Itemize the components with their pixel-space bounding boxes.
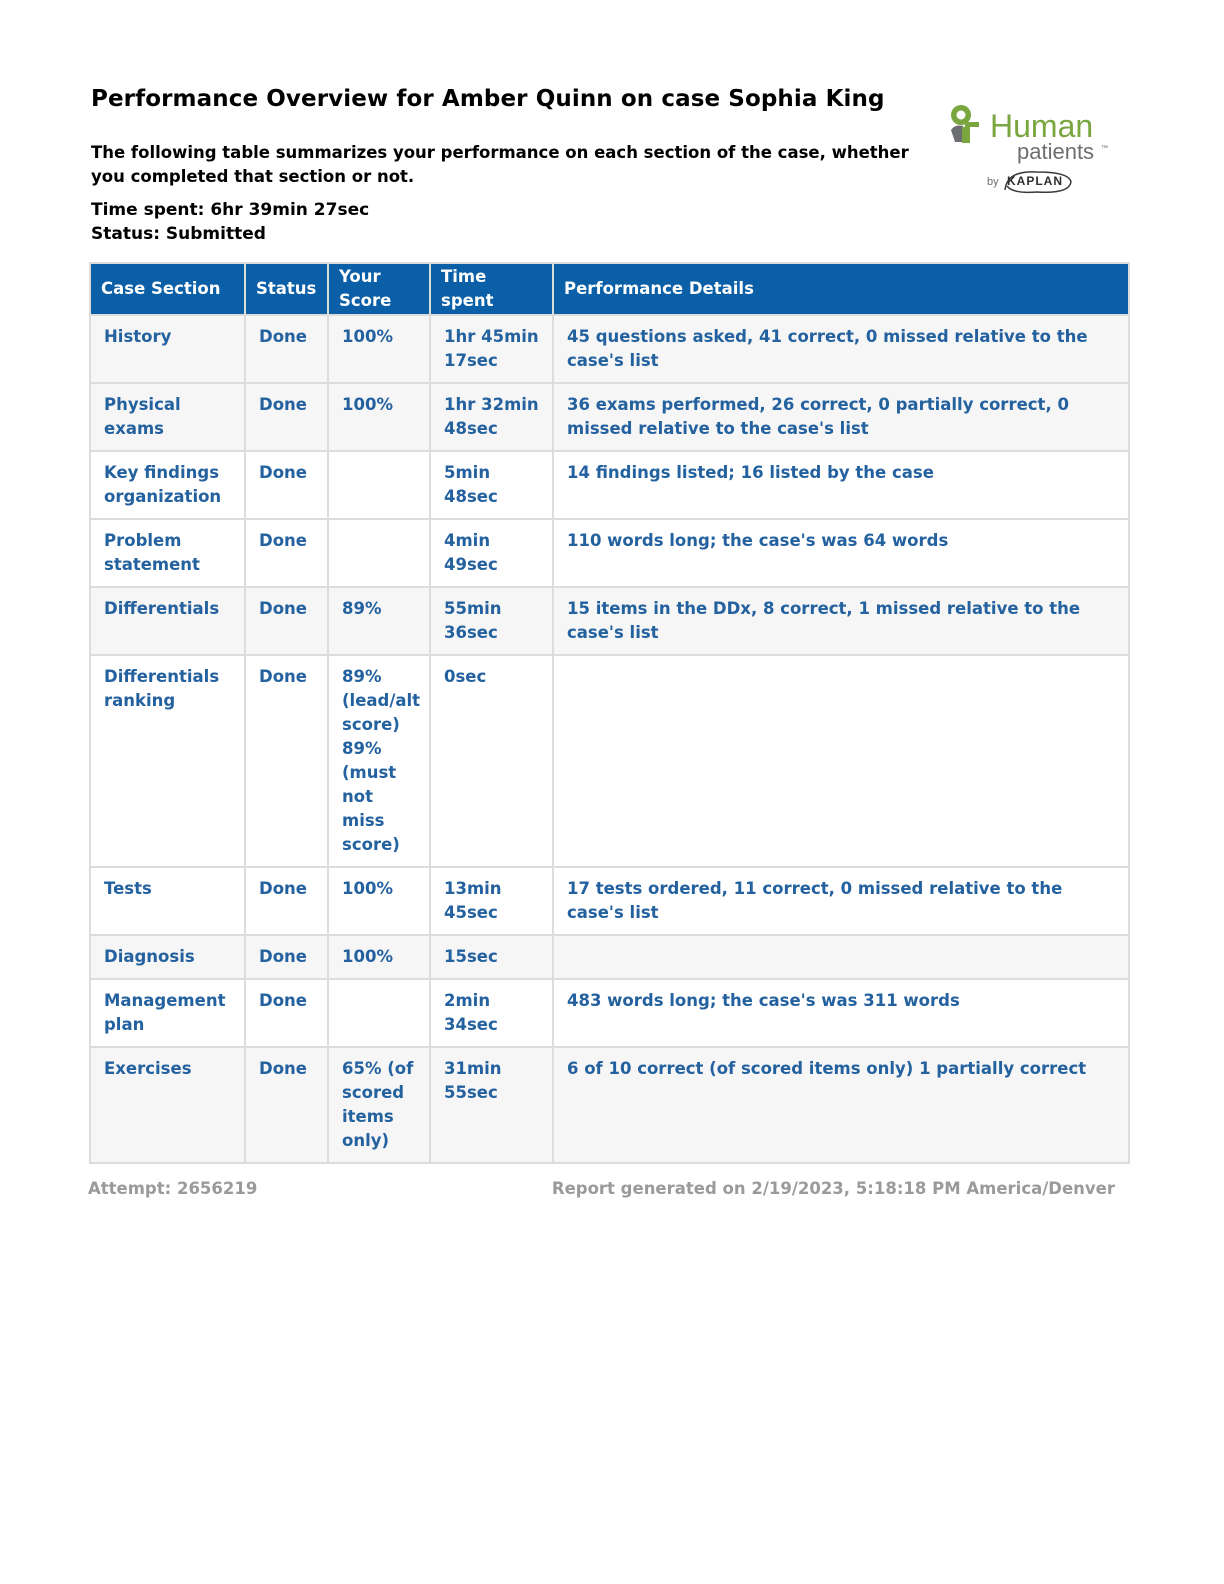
cell-section: Problem statement xyxy=(90,519,245,587)
table-header-row xyxy=(90,263,1129,315)
cell-section: Exercises xyxy=(90,1047,245,1163)
performance-table xyxy=(89,262,1130,1164)
cell-score: 100% xyxy=(328,315,430,383)
cell-details: 6 of 10 correct (of scored items only) 1 partially correct xyxy=(553,1047,1129,1163)
cell-time: 13min 45sec xyxy=(430,867,553,935)
cell-score xyxy=(328,979,430,1047)
cell-details: 17 tests ordered, 11 correct, 0 missed relative to the case's list xyxy=(553,867,1129,935)
cell-section: Tests xyxy=(90,867,245,935)
cell-status: Done xyxy=(245,315,328,383)
cell-section: Management plan xyxy=(90,979,245,1047)
cell-status: Done xyxy=(245,655,328,867)
cell-section: Diagnosis xyxy=(90,935,245,979)
page-title: Performance Overview for Amber Quinn on case Sophia King xyxy=(91,86,885,112)
column-header-your-score: Your Score xyxy=(328,263,430,315)
table-row xyxy=(90,655,1129,867)
cell-details xyxy=(553,935,1129,979)
column-header-performance-details: Performance Details xyxy=(553,263,1129,315)
table-row xyxy=(90,383,1129,451)
cell-score: 100% xyxy=(328,383,430,451)
cell-status: Done xyxy=(245,451,328,519)
logo-brand-text: Human xyxy=(990,108,1094,144)
cell-time: 31min 55sec xyxy=(430,1047,553,1163)
column-header-time-spent: Time spent xyxy=(430,263,553,315)
cell-score: 89% xyxy=(328,587,430,655)
table-row xyxy=(90,1047,1129,1163)
cell-time: 1hr 45min 17sec xyxy=(430,315,553,383)
case-meta xyxy=(91,198,369,246)
submission-status: Status: Submitted xyxy=(91,224,266,244)
logo-tm-text: ™ xyxy=(1101,145,1108,152)
cell-time: 55min 36sec xyxy=(430,587,553,655)
cell-time: 1hr 32min 48sec xyxy=(430,383,553,451)
cell-score: 100% xyxy=(328,935,430,979)
cell-details: 45 questions asked, 41 correct, 0 missed relative to the case's list xyxy=(553,315,1129,383)
cell-time: 4min 49sec xyxy=(430,519,553,587)
table-row xyxy=(90,315,1129,383)
table-row xyxy=(90,587,1129,655)
cell-status: Done xyxy=(245,935,328,979)
cell-status: Done xyxy=(245,383,328,451)
time-spent-total: Time spent: 6hr 39min 27sec xyxy=(91,200,370,220)
cell-section: Physical exams xyxy=(90,383,245,451)
table-row xyxy=(90,979,1129,1047)
column-header-status: Status xyxy=(245,263,328,315)
table-row xyxy=(90,935,1129,979)
intro-text: The following table summarizes your performance on each section of the case, whether you completed that section or not. xyxy=(91,143,909,186)
cell-details: 15 items in the DDx, 8 correct, 1 missed relative to the case's list xyxy=(553,587,1129,655)
column-header-case-section: Case Section xyxy=(90,263,245,315)
cell-score: 100% xyxy=(328,867,430,935)
cell-status: Done xyxy=(245,587,328,655)
cell-time: 5min 48sec xyxy=(430,451,553,519)
cell-details xyxy=(553,655,1129,867)
cell-time: 0sec xyxy=(430,655,553,867)
cell-status: Done xyxy=(245,867,328,935)
logo-by-text: by xyxy=(987,176,999,188)
ihuman-patients-logo xyxy=(945,102,1115,202)
report-generated-timestamp: Report generated on 2/19/2023, 5:18:18 PM America/Denver xyxy=(551,1179,1115,1198)
cell-details: 110 words long; the case's was 64 words xyxy=(553,519,1129,587)
cell-details: 14 findings listed; 16 listed by the case xyxy=(553,451,1129,519)
table-row xyxy=(90,519,1129,587)
cell-section: Differentials xyxy=(90,587,245,655)
cell-details: 36 exams performed, 26 correct, 0 partially correct, 0 missed relative to the case's list xyxy=(553,383,1129,451)
cell-status: Done xyxy=(245,519,328,587)
table-row xyxy=(90,451,1129,519)
cell-status: Done xyxy=(245,979,328,1047)
table-row xyxy=(90,867,1129,935)
cell-score: 89% (lead/alt score) 89% (must not miss score) xyxy=(328,655,430,867)
logo-sub-text: patients xyxy=(1017,139,1095,164)
cell-time: 2min 34sec xyxy=(430,979,553,1047)
cell-score: 65% (of scored items only) xyxy=(328,1047,430,1163)
cell-time: 15sec xyxy=(430,935,553,979)
cell-section: Differentials ranking xyxy=(90,655,245,867)
cell-score xyxy=(328,451,430,519)
logo-mark-icon xyxy=(951,105,979,143)
cell-status: Done xyxy=(245,1047,328,1163)
cell-section: History xyxy=(90,315,245,383)
cell-section: Key findings organization xyxy=(90,451,245,519)
attempt-id: Attempt: 2656219 xyxy=(88,1179,258,1198)
cell-score xyxy=(328,519,430,587)
logo-company-text: KAPLAN xyxy=(1007,174,1063,188)
cell-details: 483 words long; the case's was 311 words xyxy=(553,979,1129,1047)
